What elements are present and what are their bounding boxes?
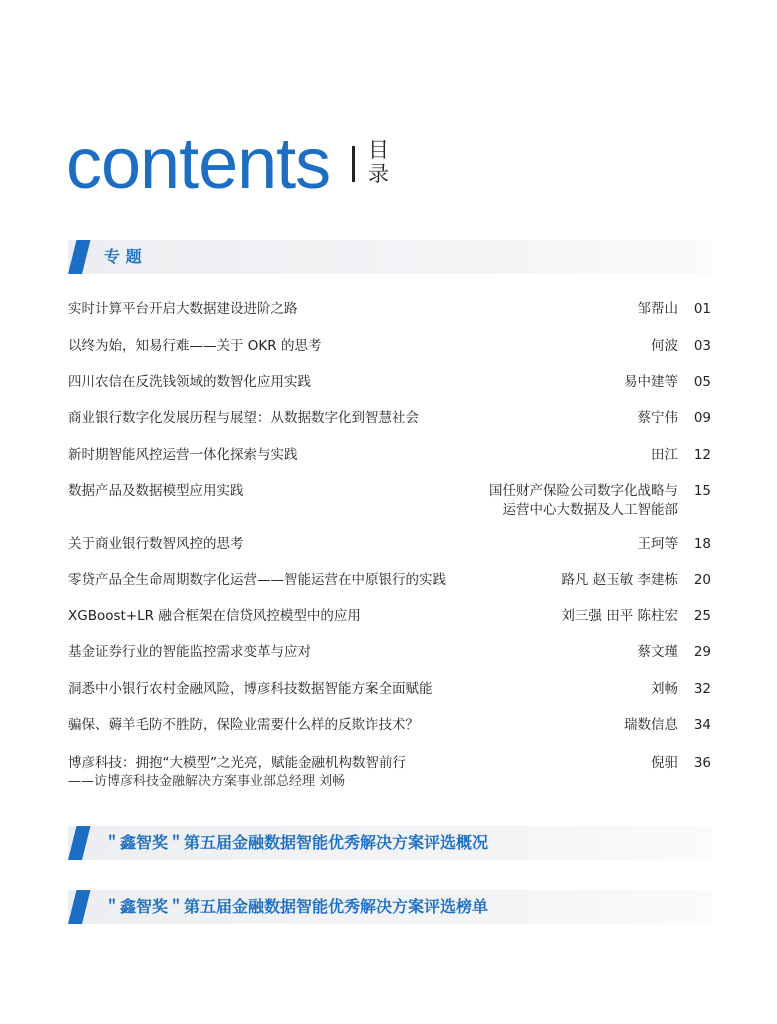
toc-author: 何波 <box>651 338 678 354</box>
toc-title: 博彦科技：拥抱“大模型”之光亮，赋能金融机构数智前行 <box>68 755 406 771</box>
toc-page: 29 <box>693 644 711 660</box>
toc-title: 以终为始，知易行难——关于 OKR 的思考 <box>68 338 322 354</box>
toc-page: 01 <box>693 301 711 317</box>
toc-author: 刘畅 <box>651 681 678 697</box>
toc-author-line-1: 国任财产保险公司数字化战略与 <box>489 483 678 499</box>
toc-title: 新时期智能风控运营一体化探索与实践 <box>68 447 298 463</box>
toc-author: 易中建等 <box>624 374 678 390</box>
toc-title: 骗保、薅羊毛防不胜防，保险业需要什么样的反欺诈技术？ <box>68 717 419 733</box>
chinese-title: 目录 <box>368 138 389 186</box>
toc-page: 05 <box>693 374 711 390</box>
toc-page: 09 <box>693 410 711 426</box>
toc-title: 实时计算平台开启大数据建设进阶之路 <box>68 301 298 317</box>
toc-subtitle: ——访博彦科技金融解决方案事业部总经理 刘畅 <box>68 774 346 789</box>
section-award-list-bar[interactable] <box>68 890 711 924</box>
section-slash-icon <box>68 826 90 860</box>
toc-page: 34 <box>693 717 711 733</box>
heading-divider <box>352 146 355 182</box>
toc-page: 36 <box>693 755 711 771</box>
contents-heading: contents <box>66 124 331 204</box>
toc-author: 田江 <box>651 447 678 463</box>
toc-page: 25 <box>693 608 711 624</box>
toc-author: 邹帮山 <box>637 301 678 317</box>
toc-title: 商业银行数字化发展历程与展望：从数据数字化到智慧社会 <box>68 410 419 426</box>
section-slash-icon <box>68 240 90 274</box>
section-award-overview-bar[interactable] <box>68 826 711 860</box>
toc-title: 基金证券行业的智能监控需求变革与应对 <box>68 644 311 660</box>
toc-author: 王珂等 <box>637 536 678 552</box>
section-award-list-label: ＂鑫智奖＂第五届金融数据智能优秀解决方案评选榜单 <box>104 897 489 916</box>
toc-page: 03 <box>693 338 711 354</box>
toc-author: 路凡 赵玉敏 李建栋 <box>561 572 678 588</box>
section-award-overview-label: ＂鑫智奖＂第五届金融数据智能优秀解决方案评选概况 <box>104 833 489 852</box>
toc-title: 数据产品及数据模型应用实践 <box>68 483 244 499</box>
toc-page: 18 <box>693 536 711 552</box>
toc-title: XGBoost+LR 融合框架在信贷风控模型中的应用 <box>68 608 361 624</box>
toc-author-line-2: 运营中心大数据及人工智能部 <box>502 502 678 518</box>
toc-page: 15 <box>693 483 711 499</box>
toc-page: 12 <box>693 447 711 463</box>
toc-page: 20 <box>693 572 711 588</box>
toc-author: 蔡宁伟 <box>637 410 678 426</box>
section-slash-icon <box>68 890 90 924</box>
toc-title: 四川农信在反洗钱领域的数智化应用实践 <box>68 374 311 390</box>
section-topic-bar <box>68 240 711 274</box>
toc-title: 洞悉中小银行农村金融风险，博彦科技数据智能方案全面赋能 <box>68 681 433 697</box>
toc-title: 零贷产品全生命周期数字化运营——智能运营在中原银行的实践 <box>68 572 446 588</box>
section-topic-label: 专 题 <box>104 247 142 266</box>
toc-title: 关于商业银行数智风控的思考 <box>68 536 244 552</box>
toc-author: 瑞数信息 <box>624 717 678 733</box>
toc-author: 倪驲 <box>651 755 678 771</box>
toc-author: 刘三强 田平 陈柱宏 <box>561 608 678 624</box>
toc-page: 32 <box>693 681 711 697</box>
toc-author: 蔡文瑾 <box>637 644 678 660</box>
